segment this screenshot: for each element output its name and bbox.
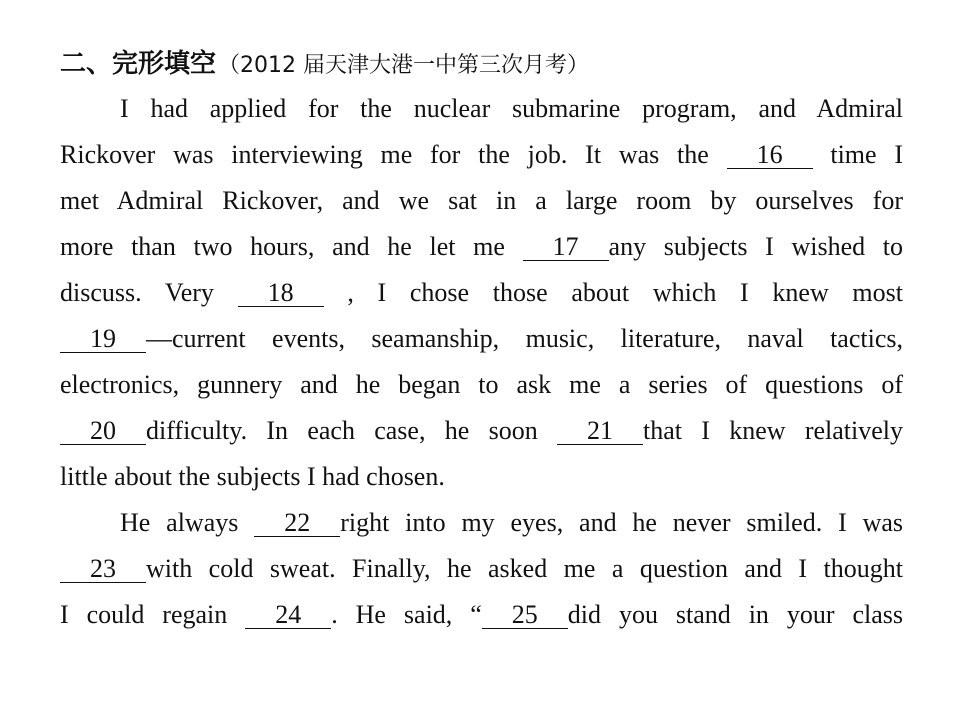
text-segment: electronics, gunnery and he began to ask me a series of questions of	[60, 370, 903, 399]
paragraph-1-line-1	[120, 86, 903, 132]
blank-20: 20	[60, 418, 146, 445]
blank-18: 18	[238, 280, 324, 307]
paragraph-2-line-2	[60, 546, 903, 592]
text-segment: difficulty. In each case, he soon	[146, 416, 538, 445]
text-segment: He always	[120, 508, 239, 537]
blank-21: 21	[557, 418, 643, 445]
text-segment: time I	[830, 140, 904, 169]
paragraph-1-line-5	[60, 270, 903, 316]
blank-24: 24	[245, 602, 331, 629]
text-segment: did you stand in your class	[567, 600, 904, 629]
blank-23: 23	[60, 556, 146, 583]
blank-17: 17	[523, 234, 609, 261]
blank-25: 25	[482, 602, 568, 629]
text-segment: that I knew relatively	[643, 416, 903, 445]
text-segment: , I chose those about which I knew most	[347, 278, 903, 307]
paragraph-1-line-6	[60, 316, 903, 362]
text-segment: discuss. Very	[60, 278, 214, 307]
paragraph-1-line-9	[60, 454, 445, 500]
text-segment: . He said, “	[331, 600, 482, 629]
blank-22: 22	[254, 510, 340, 537]
section-label: 二、完形填空	[60, 49, 217, 79]
paragraph-1-line-2	[60, 132, 903, 178]
section-heading	[60, 42, 589, 88]
paragraph-1-line-3	[60, 178, 903, 224]
text-segment: little about the subjects I had chosen.	[60, 462, 445, 491]
paragraph-1-line-8	[60, 408, 903, 454]
paragraph-1-line-7	[60, 362, 903, 408]
text-segment: Rickover was interviewing me for the job. It was the	[60, 140, 709, 169]
text-segment: with cold sweat. Finally, he asked me a question and I thought	[146, 554, 903, 583]
paragraph-2-line-3	[60, 592, 903, 638]
text-segment: any subjects I wished to	[608, 232, 904, 261]
text-segment: more than two hours, and he let me	[60, 232, 505, 261]
text-segment: met Admiral Rickover, and we sat in a large room by ourselves for	[60, 186, 903, 215]
blank-19: 19	[60, 326, 146, 353]
text-segment: I had applied for the nuclear submarine program, and Admiral	[120, 94, 903, 123]
section-source: （2012 届天津大港一中第三次月考）	[218, 53, 589, 78]
text-segment: right into my eyes, and he never smiled. I was	[340, 508, 903, 537]
text-segment: I could regain	[60, 600, 228, 629]
text-segment: —current events, seamanship, music, literature, naval tactics,	[146, 324, 903, 353]
paragraph-1-line-4	[60, 224, 903, 270]
blank-16: 16	[727, 142, 813, 169]
paragraph-2-line-1	[120, 500, 903, 546]
